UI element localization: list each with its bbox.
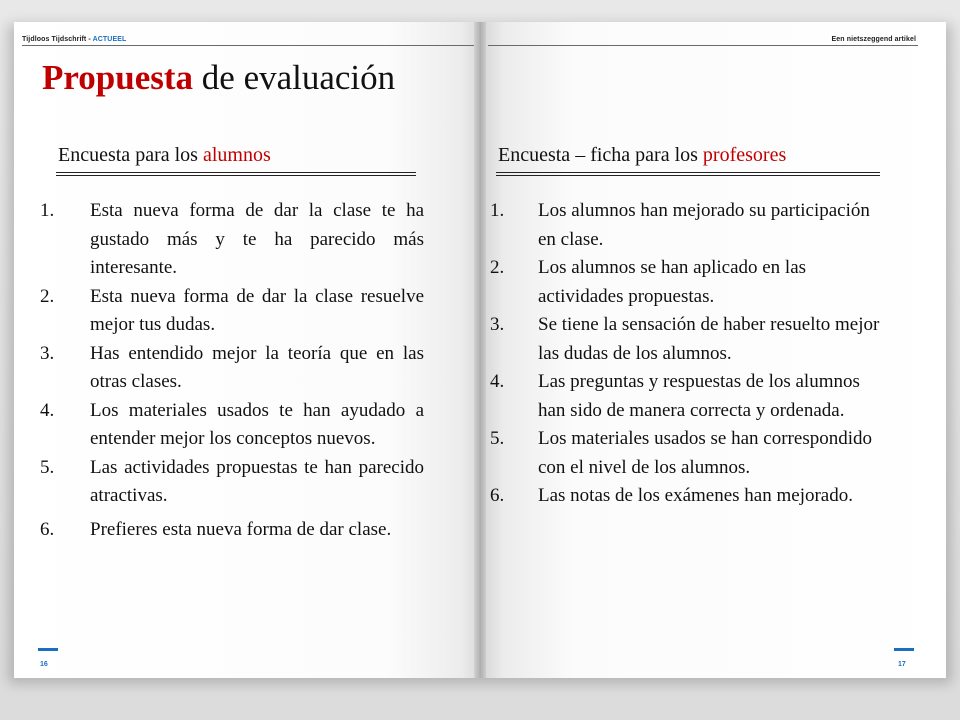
list-item: [40, 397, 424, 454]
item-number: 1.: [40, 200, 55, 221]
list-item: [490, 254, 890, 311]
item-number: 3.: [40, 342, 55, 364]
teachers-question-list: [490, 197, 890, 511]
page-number-right: 17: [898, 661, 906, 668]
students-survey-heading: [58, 144, 271, 167]
item-text: Esta nueva forma de dar la clase te ha gustado más y te ha parecido más interesante.: [90, 200, 424, 278]
item-text: Los materiales usados te han ayudado a entender mejor los conceptos nuevos.: [90, 399, 424, 449]
item-text: Has entendido mejor la teoría que en las otras clases.: [90, 342, 424, 392]
item-text: Los alumnos han mejorado su participación en clase.: [538, 200, 870, 250]
list-item: [40, 454, 424, 511]
book-gutter: [474, 22, 486, 678]
list-item: [490, 368, 890, 425]
running-head-left: [22, 36, 126, 43]
publication-name: Tijdloos Tijdschrift -: [22, 36, 93, 43]
teachers-heading-highlight: profesores: [702, 144, 787, 166]
teachers-survey-heading: [498, 144, 786, 167]
list-item: [490, 482, 890, 511]
students-heading-prefix: Encuesta para los: [58, 144, 203, 166]
item-number: 1.: [490, 200, 505, 221]
item-text: Esta nueva forma de dar la clase resuelve mejor tus dudas.: [90, 285, 424, 335]
students-heading-rule: [56, 172, 416, 176]
item-text: Prefieres esta nueva forma de dar clase.: [90, 518, 392, 540]
header-rule-right: [488, 45, 918, 46]
page-number-left: 16: [40, 661, 48, 668]
item-text: Los materiales usados se han correspondido con el nivel de los alumnos.: [538, 428, 872, 478]
section-name: ACTUEEL: [92, 36, 127, 43]
item-number: 5.: [40, 456, 55, 478]
folio-bar-left: [38, 648, 58, 651]
item-number: 4.: [490, 371, 505, 392]
item-number: 4.: [40, 399, 55, 421]
list-item: [490, 311, 890, 368]
list-item: [40, 340, 424, 397]
list-item: [490, 197, 890, 254]
list-item: [40, 513, 424, 546]
item-number: 2.: [490, 257, 505, 278]
teachers-heading-prefix: Encuesta – ficha para los: [498, 144, 703, 166]
students-heading-highlight: alumnos: [202, 144, 271, 166]
item-text: Los alumnos se han aplicado en las actividades propuestas.: [538, 257, 807, 307]
folio-bar-right: [894, 648, 914, 651]
list-item: [40, 283, 424, 340]
list-item: [490, 425, 890, 482]
teachers-heading-rule: [496, 172, 880, 176]
title-rest: de evaluación: [193, 58, 396, 97]
list-item: [40, 197, 424, 283]
item-number: 5.: [490, 428, 505, 449]
running-head-right: Een nietszeggend artikel: [831, 36, 916, 43]
item-number: 3.: [490, 314, 505, 335]
item-text: Las actividades propuestas te han parecido atractivas.: [90, 456, 424, 506]
item-text: Las preguntas y respuestas de los alumnos han sido de manera correcta y ordenada.: [538, 371, 860, 421]
item-text: Se tiene la sensación de haber resuelto mejor las dudas de los alumnos.: [538, 314, 880, 364]
header-rule-left: [22, 45, 474, 46]
page-title: [42, 58, 395, 98]
item-text: Las notas de los exámenes han mejorado.: [538, 485, 853, 506]
item-number: 6.: [490, 485, 505, 506]
students-question-list: [40, 197, 424, 546]
item-number: 2.: [40, 285, 55, 307]
title-highlight: Propuesta: [42, 58, 194, 97]
item-number: 6.: [40, 518, 55, 540]
